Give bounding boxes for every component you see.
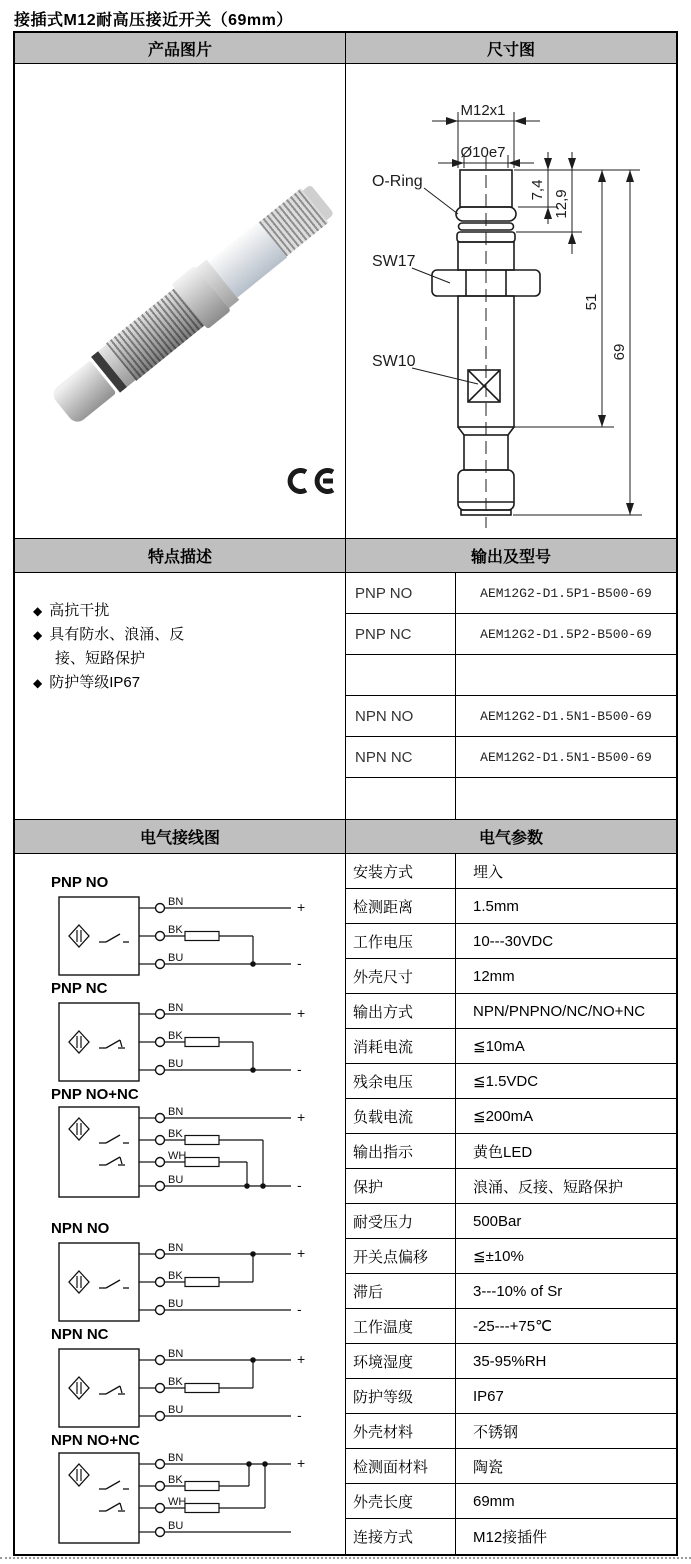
param-value: 35-95%RH <box>473 1352 547 1370</box>
param-row <box>346 889 676 924</box>
wiring-diagram-svg <box>51 1238 323 1324</box>
main-table <box>13 31 678 1556</box>
wiring-diagram-title: PNP NO <box>51 874 109 891</box>
wiring-diagram-title: PNP NO+NC <box>51 1086 139 1103</box>
feature-item <box>33 599 207 623</box>
param-label: 环境湿度 <box>346 1344 456 1378</box>
model-number: AEM12G2-D1.5P2-B500-69 <box>480 626 652 642</box>
header-features: 特点描述 <box>15 539 346 572</box>
param-row <box>346 924 676 959</box>
model-number: AEM12G2-D1.5N1-B500-69 <box>480 749 652 765</box>
wiring-diagram <box>51 1432 345 1546</box>
param-label: 耐受压力 <box>346 1204 456 1238</box>
param-row <box>346 1379 676 1414</box>
param-value: 3---10% of Sr <box>473 1282 563 1300</box>
wiring-diagrams-cell <box>15 854 346 1554</box>
wiring-diagram <box>51 1326 345 1430</box>
param-label: 检测面材料 <box>346 1449 456 1483</box>
param-label: 残余电压 <box>346 1064 456 1098</box>
svg-text:BK: BK <box>168 1030 183 1042</box>
param-value: 69mm <box>473 1492 515 1510</box>
model-row <box>346 655 676 696</box>
wiring-diagram-title: NPN NC <box>51 1326 109 1343</box>
svg-text:BK: BK <box>168 924 183 936</box>
model-row <box>346 696 676 737</box>
header-wiring-diagram: 电气接线图 <box>15 820 346 853</box>
param-row <box>346 1099 676 1134</box>
ce-mark-icon <box>285 468 339 494</box>
svg-text:BN: BN <box>168 1452 184 1464</box>
svg-text:+: + <box>297 1245 306 1261</box>
dimension-drawing-cell <box>346 64 676 538</box>
param-value: 陶瓷 <box>473 1458 504 1476</box>
param-row <box>346 1169 676 1204</box>
wiring-diagram <box>51 874 345 978</box>
param-label: 保护 <box>346 1169 456 1203</box>
param-value: ≦1.5VDC <box>473 1073 539 1090</box>
param-value: 10---30VDC <box>473 932 554 950</box>
svg-text:BU: BU <box>168 1174 184 1186</box>
param-row <box>346 1239 676 1274</box>
wiring-diagram <box>51 1220 345 1324</box>
model-row <box>346 737 676 778</box>
sw10-label: SW10 <box>372 353 416 370</box>
param-label: 输出方式 <box>346 994 456 1028</box>
svg-text:+: + <box>297 1351 306 1367</box>
svg-text:+: + <box>297 1455 306 1471</box>
svg-text:BN: BN <box>168 1106 184 1118</box>
svg-text:-: - <box>297 1061 302 1077</box>
svg-text:BN: BN <box>168 1348 184 1360</box>
param-row <box>346 1484 676 1519</box>
param-label: 外壳长度 <box>346 1484 456 1518</box>
param-value: 500Bar <box>473 1212 522 1230</box>
param-value: 不锈钢 <box>473 1423 519 1441</box>
wiring-diagram-svg <box>51 1344 323 1430</box>
param-label: 输出指示 <box>346 1134 456 1168</box>
model-output-type <box>346 778 456 819</box>
svg-text:WH: WH <box>168 1150 187 1162</box>
feature-text: 防护等级IP67 <box>49 674 141 691</box>
param-value: 浪涌、反接、短路保护 <box>473 1178 624 1196</box>
svg-text:BU: BU <box>168 1404 184 1416</box>
feature-text: 具有防水、浪涌、反接、短路保护 <box>49 626 185 667</box>
header-row-2 <box>15 538 676 573</box>
param-value: 12mm <box>473 967 515 985</box>
svg-text:-: - <box>297 1301 302 1317</box>
svg-text:BK: BK <box>168 1376 183 1388</box>
param-label: 安装方式 <box>346 854 456 888</box>
sw17-label: SW17 <box>372 253 416 270</box>
product-photo-cell <box>15 64 346 538</box>
model-number: AEM12G2-D1.5N1-B500-69 <box>480 708 652 724</box>
param-label: 外壳尺寸 <box>346 959 456 993</box>
wiring-diagram-svg <box>51 1104 323 1200</box>
page-title: 接插式M12耐高压接近开关（69mm） <box>14 12 293 29</box>
param-row <box>346 1449 676 1484</box>
param-label: 检测距离 <box>346 889 456 923</box>
param-value: ≦±10% <box>473 1248 524 1265</box>
product-photo <box>45 177 341 432</box>
param-row <box>346 1204 676 1239</box>
model-output-type: NPN NC <box>346 737 456 777</box>
header-row-3 <box>15 819 676 854</box>
svg-text:+: + <box>297 899 306 915</box>
param-label: 连接方式 <box>346 1519 456 1554</box>
param-row <box>346 854 676 889</box>
param-label: 负载电流 <box>346 1099 456 1133</box>
header-output-models: 输出及型号 <box>470 549 551 566</box>
output-models-table <box>346 573 676 819</box>
svg-text:BU: BU <box>168 1298 184 1310</box>
diamond-bullet-icon: ◆ <box>33 676 43 690</box>
wiring-params-row <box>15 854 676 1554</box>
model-row <box>346 573 676 614</box>
wiring-diagram-title: PNP NC <box>51 980 108 997</box>
param-value: IP67 <box>473 1387 504 1405</box>
dim-51: 51 <box>583 293 600 311</box>
param-value: -25---+75℃ <box>473 1318 552 1335</box>
param-row <box>346 1134 676 1169</box>
page-break-dotted-line <box>0 1557 691 1559</box>
svg-text:BK: BK <box>168 1474 183 1486</box>
svg-text:BN: BN <box>168 1242 184 1254</box>
param-value: NPN/PNPNO/NC/NO+NC <box>473 1002 646 1020</box>
svg-text:BN: BN <box>168 1002 184 1014</box>
svg-text:WH: WH <box>168 1496 187 1508</box>
wiring-diagram-svg <box>51 998 323 1084</box>
param-row <box>346 1414 676 1449</box>
model-output-type: PNP NO <box>346 573 456 613</box>
model-output-type: NPN NO <box>346 696 456 736</box>
model-number <box>456 655 676 695</box>
param-row <box>346 994 676 1029</box>
features-models-row <box>15 573 676 819</box>
model-output-type: PNP NC <box>346 614 456 654</box>
param-row <box>346 1344 676 1379</box>
param-row <box>346 1309 676 1344</box>
param-row <box>346 959 676 994</box>
param-value: 埋入 <box>473 863 504 881</box>
param-label: 开关点偏移 <box>346 1239 456 1273</box>
model-number <box>456 778 676 819</box>
param-label: 外壳材料 <box>346 1414 456 1448</box>
header-product-image: 产品图片 <box>15 33 346 63</box>
wiring-diagram-title: NPN NO+NC <box>51 1432 140 1449</box>
param-label: 消耗电流 <box>346 1029 456 1063</box>
param-value: ≦10mA <box>473 1038 525 1055</box>
wiring-diagram <box>51 1086 345 1200</box>
svg-text:BU: BU <box>168 952 184 964</box>
header-electrical-params: 电气参数 <box>478 830 543 847</box>
dimension-drawing <box>346 64 676 538</box>
features-cell <box>15 573 346 819</box>
svg-text:-: - <box>297 1177 302 1193</box>
param-value: 黄色LED <box>473 1143 533 1161</box>
diamond-bullet-icon: ◆ <box>33 628 43 642</box>
param-label: 滞后 <box>346 1274 456 1308</box>
wiring-diagram <box>51 980 345 1084</box>
model-row <box>346 778 676 819</box>
param-value: M12接插件 <box>473 1529 548 1546</box>
svg-text:+: + <box>297 1005 306 1021</box>
features-list <box>15 573 345 695</box>
param-label: 工作温度 <box>346 1309 456 1343</box>
feature-item <box>33 623 207 671</box>
svg-text:BK: BK <box>168 1270 183 1282</box>
svg-text:+: + <box>297 1109 306 1125</box>
model-output-type <box>346 655 456 695</box>
param-row <box>346 1519 676 1554</box>
electrical-params-table <box>346 854 676 1554</box>
feature-text: 高抗干扰 <box>49 602 110 619</box>
header-row-1 <box>15 33 676 64</box>
wiring-diagram-svg <box>51 892 323 978</box>
wiring-diagram-svg <box>51 1450 323 1546</box>
param-row <box>346 1274 676 1309</box>
param-label: 防护等级 <box>346 1379 456 1413</box>
photo-dimension-row <box>15 64 676 538</box>
dim-69: 69 <box>611 343 628 361</box>
feature-item <box>33 671 207 695</box>
dim-12-9: 12,9 <box>553 189 570 219</box>
svg-text:-: - <box>297 955 302 971</box>
oring-label: O-Ring <box>372 173 423 190</box>
diamond-bullet-icon: ◆ <box>33 604 43 618</box>
dim-diameter-label: Ø10e7 <box>460 144 506 161</box>
svg-text:BN: BN <box>168 896 184 908</box>
param-value: ≦200mA <box>473 1108 534 1125</box>
model-row <box>346 614 676 655</box>
dim-7-4: 7,4 <box>529 179 546 201</box>
param-label: 工作电压 <box>346 924 456 958</box>
param-value: 1.5mm <box>473 897 519 915</box>
dim-thread-label: M12x1 <box>460 102 506 119</box>
param-row <box>346 1064 676 1099</box>
svg-text:-: - <box>297 1407 302 1423</box>
svg-text:BU: BU <box>168 1520 184 1532</box>
wiring-diagram-title: NPN NO <box>51 1220 110 1237</box>
svg-text:BK: BK <box>168 1128 183 1140</box>
param-row <box>346 1029 676 1064</box>
header-dimension-diagram: 尺寸图 <box>486 41 535 59</box>
model-number: AEM12G2-D1.5P1-B500-69 <box>480 585 652 601</box>
svg-text:BU: BU <box>168 1058 184 1070</box>
